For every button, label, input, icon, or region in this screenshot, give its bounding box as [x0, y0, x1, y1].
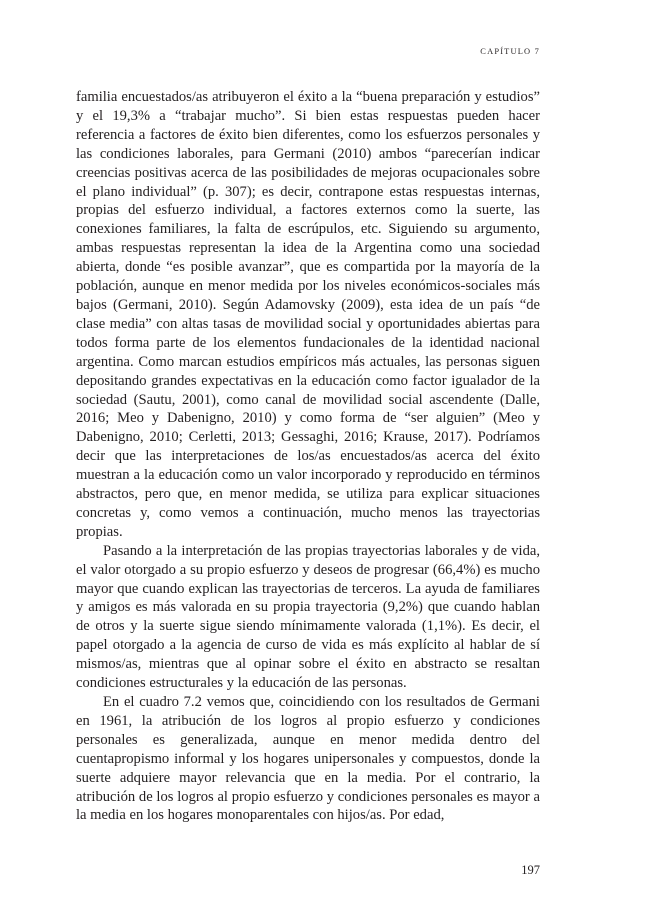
page-number: 197 — [521, 863, 540, 877]
running-head-chapter: CAPÍTULO 7 — [480, 47, 540, 56]
paragraph: Pasando a la interpretación de las propias trayectorias laborales y de vida, el valor otorgado a su propio esfuerzo y deseos de progresar (66,4%) es mucho mayor que cuando explican las trayectorias de terceros. La ayuda de familiares y amigos es más valorada en su propia trayectoria (9,2%) que cuando hablan de otros y la suerte sigue siendo mínimamente valorada (1,1%). Es decir, el papel otorgado a la agencia de curso de vida es más explícito al hablar de sí mismos/as, mientras que al opinar sobre el éxito en abstracto se resaltan condiciones estructurales y la educación de las personas. — [76, 542, 540, 692]
paragraph: En el cuadro 7.2 vemos que, coincidiendo con los resultados de Germani en 1961, la atribución de los logros al propio esfuerzo y condiciones personales es generalizada, aunque en menor medida dentro del cuentapropismo informal y los hogares unipersonales y compuestos, donde la suerte adquiere mayor relevancia que en la media. Por el contrario, la atribución de los logros al propio esfuerzo y condiciones personales es mayor a la media en los hogares monoparentales con hijos/as. Por edad, — [76, 694, 540, 824]
paragraph-continued: familia encuestados/as atribuyeron el éxito a la “buena preparación y estudios” y el 19,3% a “trabajar mucho”. Si bien estas respuestas pueden hacer referencia a factores de éxito bien diferentes, como los esfuerzos personales y las condiciones laborales, para Germani (2010) ambos “parecerían indicar creencias positivas acerca de las posibilidades de mejoras ocupacionales sobre el plano individual” (p. 307); es decir, contrapone estas respuestas internas, propias del esfuerzo individual, a factores externos como la suerte, las conexiones familiares, la falta de escrúpulos, etc. Siguiendo su argumento, ambas respuestas representan la idea de la Argentina como una sociedad abierta, donde “es posible avanzar”, que es compartida por la mayoría de la población, aunque en menor medida por los niveles económicos-sociales más bajos (Germani, 2010). Según Adamovsky (2009), esta idea de un país “de clase media” con altas tasas de movilidad social y oportunidades abiertas para todos forma parte de los elementos fundacionales de la identidad nacional argentina. Como marcan estudios empíricos más actuales, las personas siguen depositando grandes expectativas en la educación como factor igualador de la sociedad (Sautu, 2001), como canal de movilidad social ascendente (Dalle, 2016; Meo y Dabenigno, 2010) y como forma de “ser alguien” (Meo y Dabenigno, 2010; Cerletti, 2013; Gessaghi, 2016; Krause, 2017). Podríamos decir que las interpretaciones de los/as encuestados/as acerca del éxito muestran a la educación como un valor incorporado y reproducido en términos abstractos, pero que, en menor medida, se utiliza para explicar situaciones concretas y, como vemos a continuación, mucho menos las trayectorias propias. — [76, 89, 540, 540]
body-text — [76, 88, 540, 825]
